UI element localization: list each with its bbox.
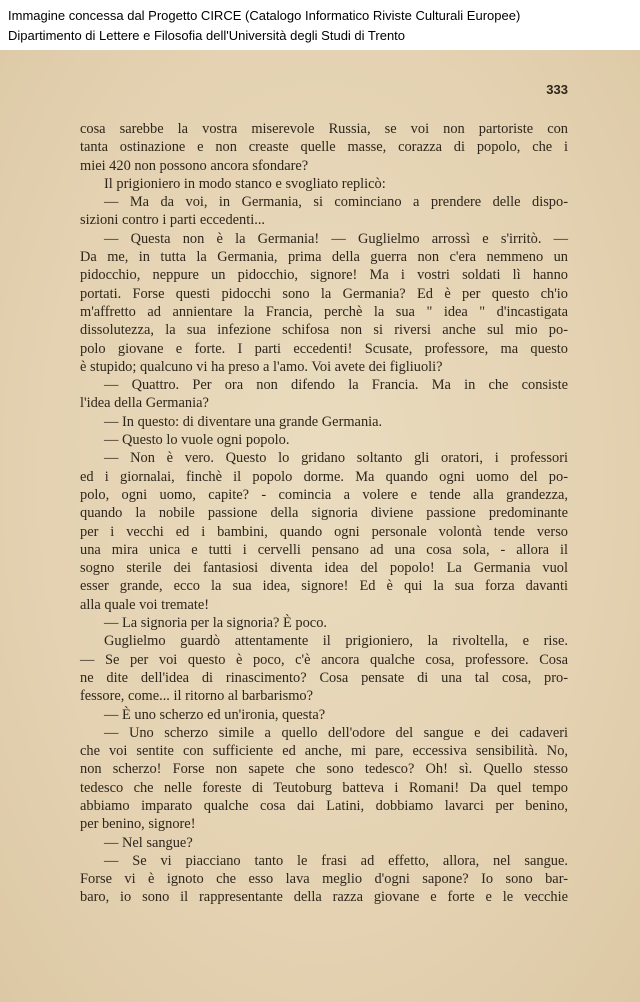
text-line: — Uno scherzo simile a quello dell'odore del sangue e dei cadaveri — [104, 724, 568, 741]
page-number: 333 — [546, 82, 568, 97]
text-line: Forse vi è ignoto che esso lava meglio d'ogni sapone? Io sono bar- — [80, 871, 568, 888]
text-line: — In questo: di diventare una grande Germania. — [104, 413, 383, 430]
text-line: per i vecchi ed i bambini, quando ogni personale volontà tende verso — [80, 523, 568, 540]
text-line: l'idea della Germania? — [80, 395, 209, 412]
text-line: polo, ogni uomo, capite? - comincia a volere e tende alla grandezza, — [80, 486, 568, 503]
text-line: quando la nobile passione della signoria diviene passione predominante — [80, 505, 568, 522]
text-line: — Se vi piacciano tanto le frasi ad effetto, allora, nel sangue. — [104, 852, 568, 869]
text-line: Il prigioniero in modo stanco e svogliato replicò: — [104, 175, 386, 192]
text-line: portati. Forse questi pidocchi sono la Germania? Ed è per questo ch'io — [80, 285, 568, 302]
text-line: che voi sentite con sufficiente ed anche, mi pare, eccessiva sensibilità. No, — [80, 743, 568, 760]
text-line: m'affretto ad annientare la Francia, perchè la sua " idea " d'incastigata — [80, 303, 568, 320]
text-line: abbiamo imparato qualche cosa dai Latini, dobbiamo lavarci per benino, — [80, 797, 568, 814]
text-line: — Nel sangue? — [104, 834, 193, 851]
text-line: miei 420 non possono ancora sfondare? — [80, 157, 309, 174]
text-line: — Questo lo vuole ogni popolo. — [104, 432, 290, 449]
text-line: sogno sterile dei fantasiosi diventa idea del popolo! La Germania vuol — [80, 560, 568, 577]
text-line: — È uno scherzo ed un'ironia, questa? — [104, 706, 326, 723]
credit-banner — [0, 0, 640, 50]
text-line: — Questa non è la Germania! — Guglielmo arrossì e s'irritò. — — [104, 230, 568, 247]
text-line: sizioni contro i parti eccedenti... — [80, 212, 266, 229]
text-line: ne dite dell'idea di rinascimento? Cosa pensate di una tal cosa, pro- — [80, 669, 568, 686]
text-line: polo giovane e forte. I parti eccedenti! Scusate, professore, ma questo — [80, 340, 568, 357]
text-line: per benino, signore! — [80, 816, 196, 833]
text-line: esser grande, ecco la sua idea, signore! Ed è qui la sua forza davanti — [80, 578, 568, 595]
credit-line-1: Immagine concessa dal Progetto CIRCE (Catalogo Informatico Riviste Culturali Europee) — [8, 8, 521, 23]
text-line: una mira unica e tutti i cervelli pensano ad una cosa sola, - allora il — [80, 541, 568, 558]
text-line: cosa sarebbe la vostra miserevole Russia, se voi non partoriste con — [80, 121, 568, 137]
scanned-page — [0, 50, 640, 1002]
text-line: baro, io sono il rappresentante della razza giovane e forte e le vecchie — [80, 889, 568, 906]
body-text — [80, 120, 568, 907]
credit-line-2: Dipartimento di Lettere e Filosofia dell'Università degli Studi di Trento — [8, 28, 406, 43]
text-line: alla quale voi tremate! — [80, 596, 210, 613]
text-line: fessore, come... il ritorno al barbarismo? — [80, 688, 313, 705]
text-line: — Quattro. Per ora non difendo la Francia. Ma in che consiste — [104, 377, 568, 394]
text-line: è stupido; qualcuno vi ha preso a l'amo. Voi avete dei figliuoli? — [80, 358, 443, 375]
text-line: pidocchio, neppure un pidocchio, signore! Ma i vostri soldati lì hanno — [80, 267, 568, 284]
text-line: Da me, in tutta la Germania, prima della guerra non c'era nemmeno un — [80, 249, 568, 266]
text-line: tanta ostinazione e non creaste quelle masse, corazza di popolo, che i — [80, 139, 568, 156]
text-line: non scherzo! Forse non sapete che sono tedesco? Oh! sì. Quello stesso — [80, 761, 568, 778]
text-line: ed i giornalai, finchè il popolo dorme. Ma quando ogni uomo del po- — [80, 468, 568, 485]
text-line: — Ma da voi, in Germania, si cominciano a prendere delle dispo- — [104, 194, 568, 211]
text-line: — Non è vero. Questo lo gridano soltanto gli oratori, i professori — [104, 450, 568, 467]
text-line: Guglielmo guardò attentamente il prigioniero, la rivoltella, e rise. — [104, 633, 568, 650]
text-line: tedesco che nelle foreste di Teutoburg batteva i Romani! Da quel tempo — [80, 779, 568, 796]
text-line: — La signoria per la signoria? È poco. — [104, 615, 327, 632]
text-line: — Se per voi questo è poco, c'è ancora qualche cosa, professore. Cosa — [80, 651, 568, 668]
text-line: dissolutezza, la sua infezione schifosa non si riversi anche sul mio po- — [80, 322, 568, 339]
